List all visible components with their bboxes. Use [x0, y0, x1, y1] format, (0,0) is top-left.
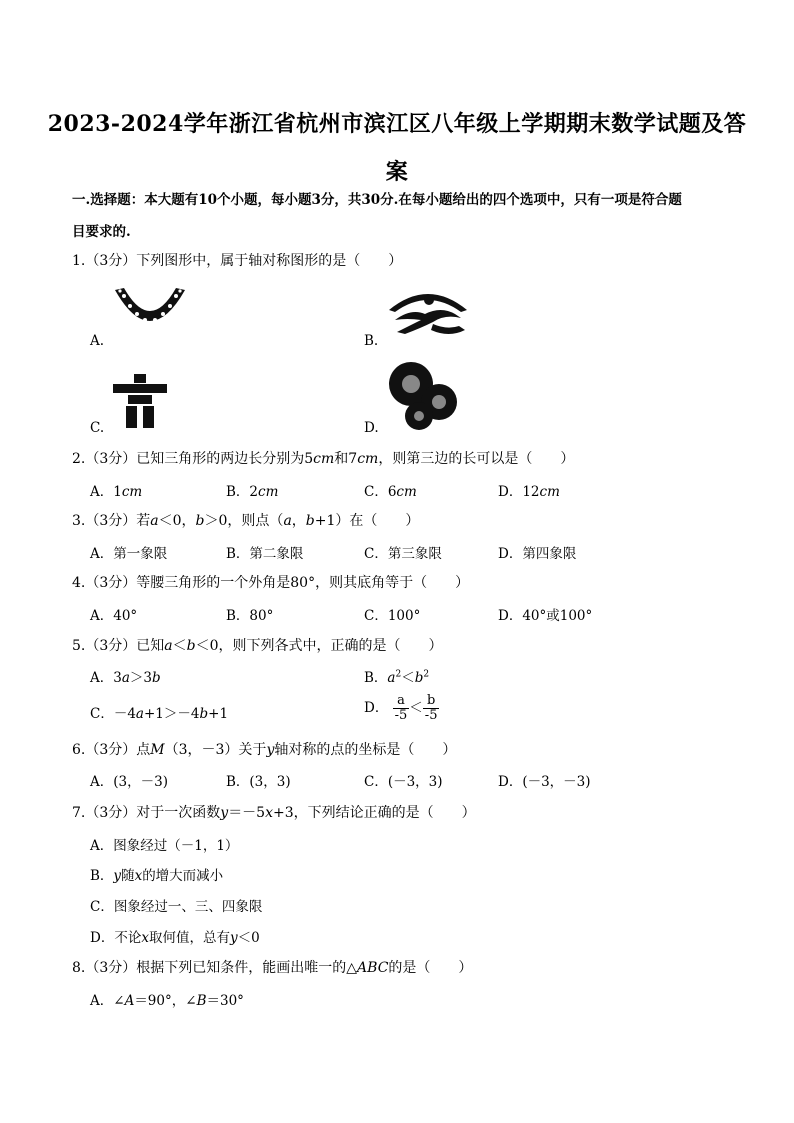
q4-option-a: A．40° — [90, 608, 138, 624]
section-instructions-line2: 目要求的. — [72, 224, 131, 240]
q4-option-d: D．40°或100° — [498, 608, 593, 624]
question-5-stem: 5.（3分）已知a＜b＜0，则下列各式中，正确的是（ ） — [72, 638, 443, 654]
q3-option-c: C．第三象限 — [364, 546, 442, 562]
question-6-stem: 6.（3分）点M（3，－3）关于y轴对称的点的坐标是（ ） — [72, 742, 457, 758]
q7-option-b: B．y随x的增大而减小 — [90, 868, 224, 884]
q7-option-c: C．图象经过一、三、四象限 — [90, 899, 263, 915]
fraction-b-over-neg5: $\frac{b}{-5}$ — [424, 693, 438, 723]
q6-option-a: A．(3，－3) — [90, 774, 168, 790]
q6-option-d: D．(－3，－3) — [498, 774, 591, 790]
q3-option-b: B．第二象限 — [226, 546, 304, 562]
q1-option-d-figure — [385, 360, 461, 432]
q4-option-c: C．100° — [364, 608, 421, 624]
q1-option-a-label: A. — [90, 333, 105, 349]
q5-option-d: D． $\frac{a}{-5}$ ＜ $\frac{b}{-5}$ — [364, 693, 438, 723]
q1-option-d-label: D. — [364, 420, 379, 436]
question-2-stem: 2.（3分）已知三角形的两边长分别为5cm和7cm，则第三边的长可以是（ ） — [72, 451, 575, 467]
q2-option-a: A．1cm — [90, 484, 143, 500]
q7-option-a: A．图象经过（－1，1） — [90, 838, 239, 854]
page-title: 2023-2024学年浙江省杭州市滨江区八年级上学期期末数学试题及答案 — [47, 111, 747, 185]
q4-option-b: B．80° — [226, 608, 274, 624]
q6-option-b: B．(3，3) — [226, 774, 291, 790]
q3-option-d: D．第四象限 — [498, 546, 577, 562]
q7-option-d: D．不论x取何值，总有y＜0 — [90, 930, 260, 946]
q8-option-a: A．∠A＝90°，∠B＝30° — [90, 993, 244, 1009]
question-8-stem: 8.（3分）根据下列已知条件，能画出唯一的△ABC的是（ ） — [72, 960, 473, 976]
q2-option-b: B．2cm — [226, 484, 279, 500]
q1-option-c-figure — [110, 372, 170, 430]
q1-option-c-label: C. — [90, 420, 105, 436]
fraction-a-over-neg5: $\frac{a}{-5}$ — [394, 693, 408, 723]
q2-option-d: D．12cm — [498, 484, 560, 500]
q5-option-b: B．$a^2<b^2$ — [364, 669, 430, 686]
question-3-stem: 3.（3分）若a＜0，b＞0，则点（a，b+1）在（ ） — [72, 513, 420, 529]
q6-option-c: C．(－3，3) — [364, 774, 443, 790]
q3-option-a: A．第一象限 — [90, 546, 168, 562]
q2-option-c: C．6cm — [364, 484, 417, 500]
q5-option-c: C．－4a+1＞－4b+1 — [90, 706, 229, 722]
q1-option-b-figure — [385, 284, 471, 344]
q1-option-a-figure — [110, 282, 190, 342]
q1-option-b-label: B. — [364, 333, 379, 349]
q5-option-a: A．3a＞3b — [90, 670, 161, 686]
question-7-stem: 7.（3分）对于一次函数y＝－5x+3，下列结论正确的是（ ） — [72, 805, 476, 821]
question-4-stem: 4.（3分）等腰三角形的一个外角是80°，则其底角等于（ ） — [72, 575, 470, 591]
question-1-stem: 1.（3分）下列图形中，属于轴对称图形的是（ ） — [72, 253, 403, 269]
section-instructions-line1: 一.选择题：本大题有10个小题，每小题3分，共30分.在每小题给出的四个选项中，只有一项是符合题 — [72, 192, 682, 208]
